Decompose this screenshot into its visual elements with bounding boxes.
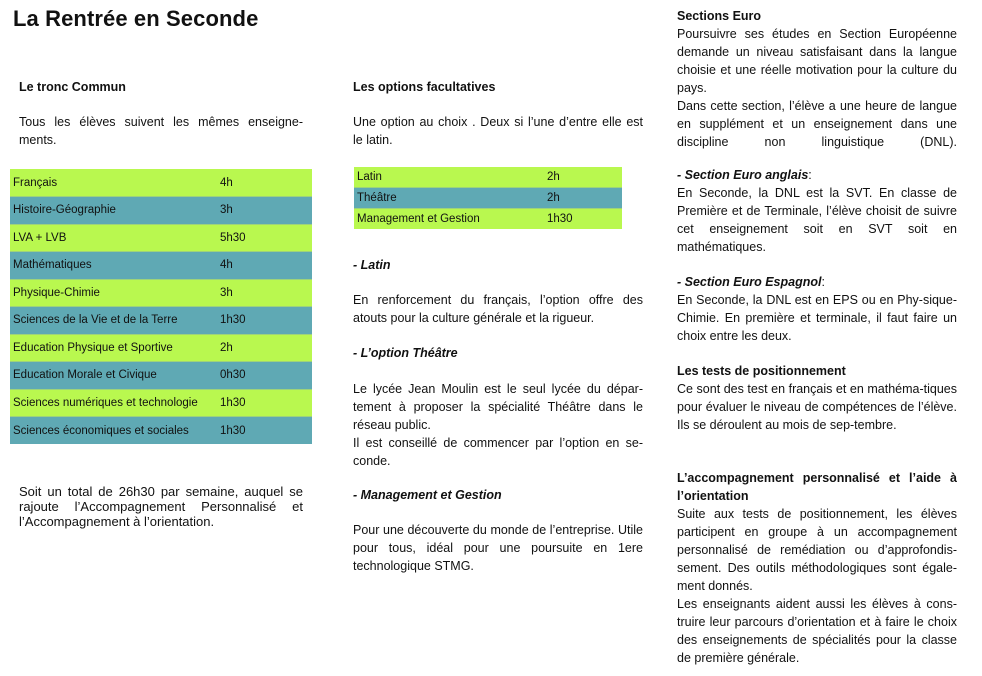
subject-hours: 3h	[220, 197, 312, 225]
subject-name: Education Physique et Sportive	[10, 334, 220, 362]
page-title: La Rentrée en Seconde	[13, 6, 259, 31]
option-name: Management et Gestion	[354, 208, 547, 229]
euro-heading: Sections Euro	[677, 9, 762, 23]
tests-section	[677, 362, 957, 434]
latin-text: En renforcement du français, l’option offre des atouts pour la culture générale et la rigueur.	[353, 293, 643, 325]
euro-espagnol-text: En Seconde, la DNL est en EPS ou en Phy-sique-Chimie. En première et terminale, il faut faire un choix entre les deux.	[677, 293, 957, 343]
total-hours-text: Soit un total de 26h30 par semaine, auquel se rajoute l’Accompagnement Personnalisé et l’Accompagnement à l’orientation.	[19, 484, 303, 529]
euro-anglais-section: - Section Euro anglais: En Seconde, la DNL est la SVT. En classe de Première et de Terminale, l’élève choisit de suivre cet enseignement soit en SVT soit en mathématiques.	[677, 168, 957, 254]
table-row	[10, 307, 312, 335]
table-row	[10, 169, 312, 197]
subject-name: Histoire-Géographie	[10, 197, 220, 225]
euro-anglais-text: En Seconde, la DNL est la SVT. En classe de Première et de Terminale, l’élève choisit de suivre cet enseignement soit en SVT soit en mathématiques.	[677, 186, 957, 254]
table-row	[10, 197, 312, 225]
options-intro: Une option au choix . Deux si l’une d’entre elle est le latin.	[353, 115, 643, 147]
theatre-text-1: Le lycée Jean Moulin est le seul lycée du dépar-tement à proposer la spécialité Théâtre dans le réseau public.	[353, 382, 643, 432]
latin-heading: - Latin	[353, 258, 391, 272]
subject-name: Sciences de la Vie et de la Terre	[10, 307, 220, 335]
table-row	[10, 252, 312, 280]
options-heading: Les options facultatives	[353, 80, 496, 94]
ap-section	[677, 469, 957, 667]
euro-espagnol-section: - Section Euro Espagnol: En Seconde, la DNL est en EPS ou en Phy-sique-Chimie. En première et terminale, il faut faire un choix entre les deux.	[677, 275, 957, 343]
subject-hours: 3h	[220, 279, 312, 307]
subject-name: Français	[10, 169, 220, 197]
ap-text-1: Suite aux tests de positionnement, les élèves participent en groupe à un accompagnement personnalisé de remédiation ou d’approfondis-sement. Des outils méthodologiques sont égale-ment donnés.	[677, 507, 957, 593]
table-row	[354, 167, 622, 188]
subject-name: Sciences économiques et sociales	[10, 417, 220, 445]
subject-name: LVA + LVB	[10, 224, 220, 252]
subject-hours: 5h30	[220, 224, 312, 252]
tests-heading: Les tests de positionnement	[677, 364, 846, 378]
subject-hours: 0h30	[220, 362, 312, 390]
theatre-heading: - L’option Théâtre	[353, 346, 458, 360]
option-hours: 2h	[547, 167, 622, 188]
subject-name: Education Morale et Civique	[10, 362, 220, 390]
subject-name: Sciences numériques et technologie	[10, 389, 220, 417]
theatre-text	[353, 380, 643, 470]
table-row	[10, 334, 312, 362]
subject-hours: 1h30	[220, 389, 312, 417]
subject-hours: 1h30	[220, 417, 312, 445]
table-row	[10, 362, 312, 390]
subject-hours: 1h30	[220, 307, 312, 335]
subjects-table	[10, 169, 312, 444]
subject-hours: 2h	[220, 334, 312, 362]
euro-anglais-heading: - Section Euro anglais	[677, 168, 809, 182]
subject-hours: 4h	[220, 169, 312, 197]
euro-espagnol-heading: - Section Euro Espagnol	[677, 275, 822, 289]
ap-text-2: Les enseignants aident aussi les élèves à cons-truire leur parcours d’orientation et à faire le choix des enseignements de spécialités pour la classe de première générale.	[677, 597, 957, 665]
tronc-commun-heading: Le tronc Commun	[19, 80, 126, 94]
option-hours: 2h	[547, 188, 622, 209]
subject-hours: 4h	[220, 252, 312, 280]
subject-name: Mathématiques	[10, 252, 220, 280]
ap-heading: L’accompagnement personnalisé et l’aide à l’orientation	[677, 471, 957, 503]
table-row	[10, 389, 312, 417]
euro-text-1: Poursuivre ses études en Section Européenne demande un niveau satisfaisant dans la langue choisie et une réelle motivation pour la culture du pays.	[677, 27, 957, 95]
tests-text: Ce sont des test en français et en mathéma-tiques pour évaluer le niveau de compétences de l’élève. Ils se déroulent au mois de sep-tembre.	[677, 382, 957, 432]
management-heading: - Management et Gestion	[353, 488, 502, 502]
table-row	[10, 417, 312, 445]
table-row	[10, 279, 312, 307]
table-row	[10, 224, 312, 252]
option-name: Théâtre	[354, 188, 547, 209]
option-name: Latin	[354, 167, 547, 188]
table-row	[354, 208, 622, 229]
euro-section	[677, 7, 957, 151]
option-hours: 1h30	[547, 208, 622, 229]
management-text: Pour une découverte du monde de l’entreprise. Utile pour tous, idéal pour une poursuite en 1ere technologique STMG.	[353, 523, 643, 573]
subject-name: Physique-Chimie	[10, 279, 220, 307]
options-table	[354, 167, 622, 229]
euro-text-2: Dans cette section, l’élève a une heure de langue en supplément et un enseignement dans une discipline non linguistique (DNL).	[677, 99, 957, 149]
table-row	[354, 188, 622, 209]
theatre-text-2: Il est conseillé de commencer par l’option en se-conde.	[353, 436, 643, 468]
tronc-commun-intro: Tous les élèves suivent les mêmes enseigne-ments.	[19, 115, 303, 147]
